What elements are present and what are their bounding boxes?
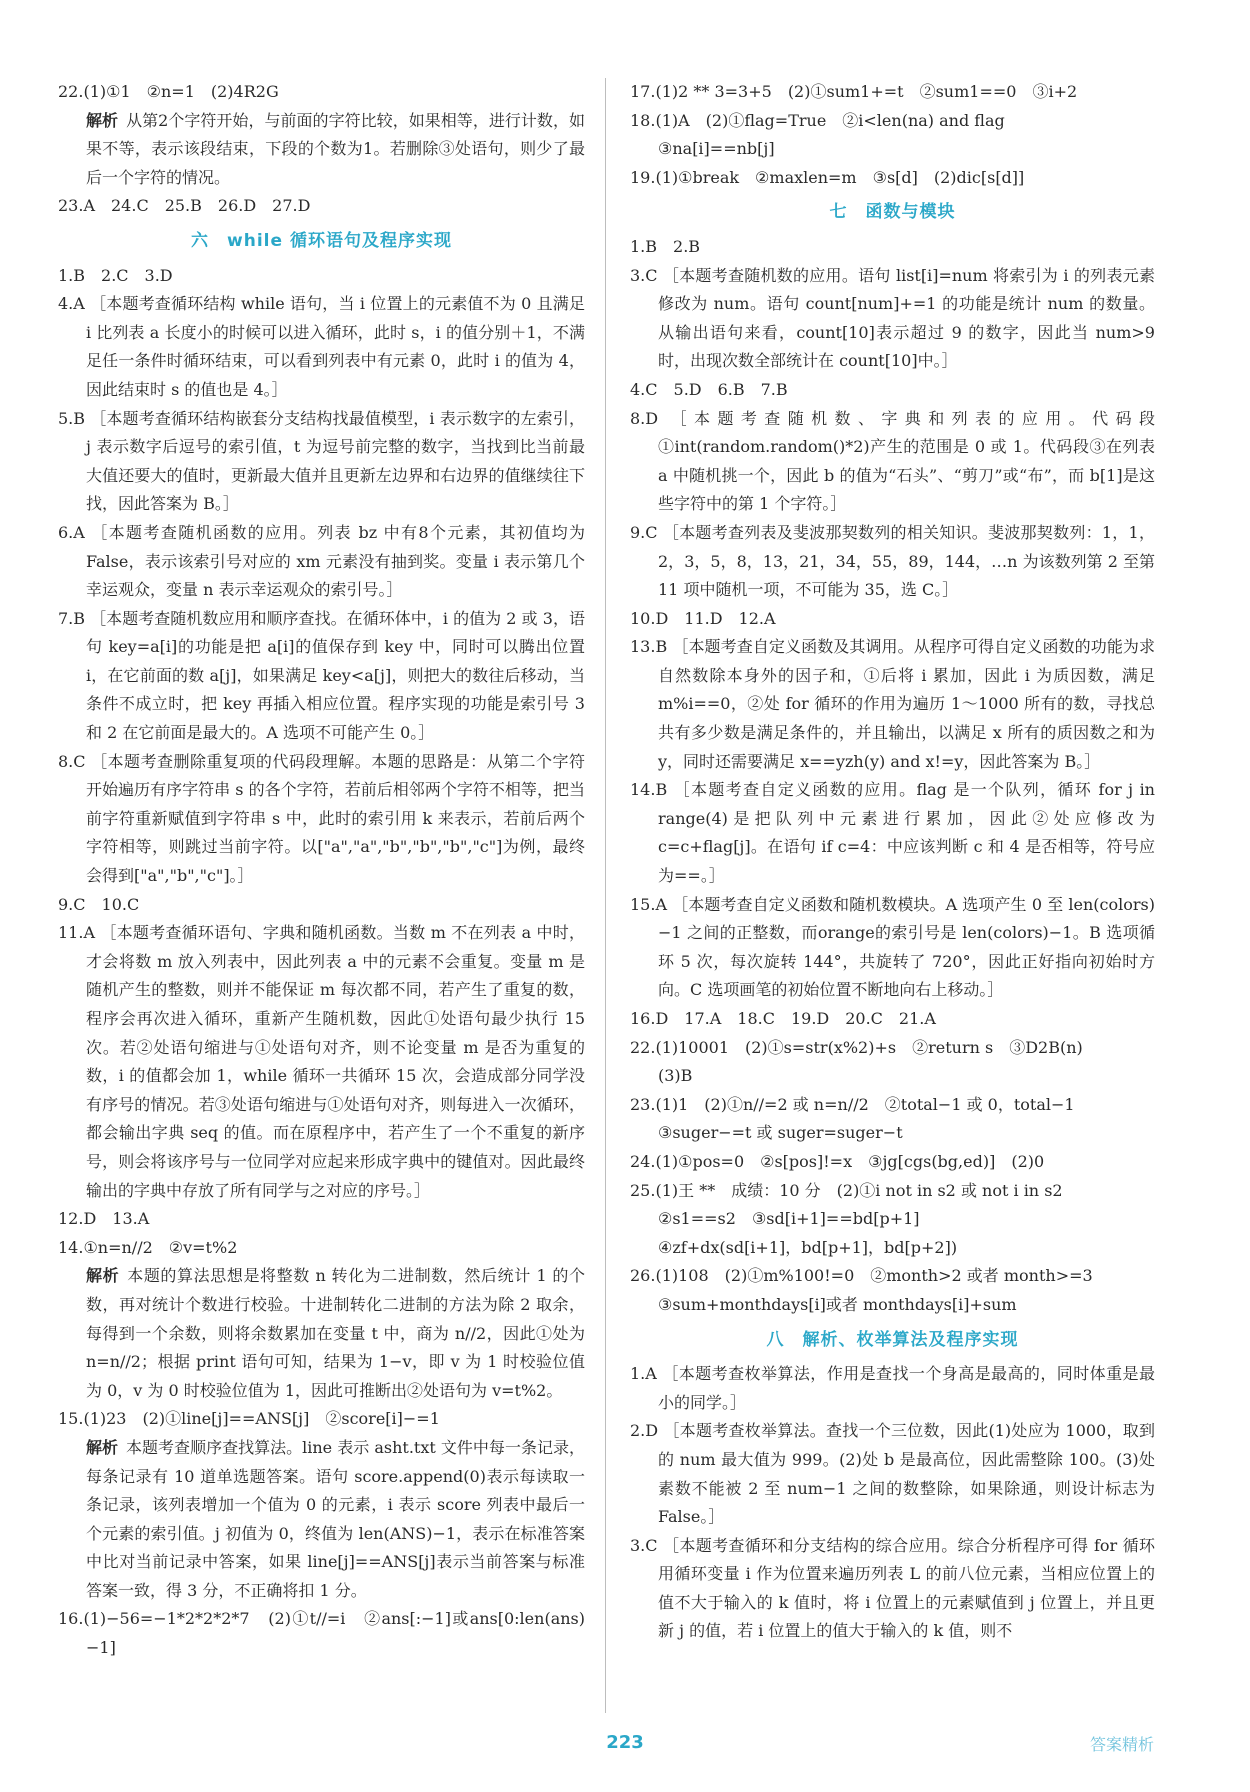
s6-analysis-15	[58, 1434, 585, 1606]
s6-answer-16: 16.(1)−56=−1*2*2*2*7 (2)①t//=i ②ans[:−1]或ans[0:len(ans)−1]	[58, 1609, 585, 1658]
s6-answer-19: 19.(1)①break ②maxlen=m ③s[d] (2)dic[s[d]]	[630, 167, 1025, 187]
answer-22: 22.(1)①1 ②n=1 (2)4R2G	[58, 82, 279, 101]
s6-answer-15: 15.(1)23 (2)①line[j]==ANS[j] ②score[i]−=1	[58, 1409, 440, 1429]
s6-answer-5: 5.B ［本题考查循环结构嵌套分支结构找最值模型，i 表示数字的左索引，j 表示数字后逗号的索引值，t 为逗号前完整的数字，当找到比当前最大值还要大的值时，更新最大值并且更新左边界和右边界的值继续往下找，因此答案为 B。］	[58, 408, 585, 514]
analysis-text: 本题考查顺序查找算法。line 表示 asht.txt 文件中每一条记录，每条记录有 10 道单选题答案。语句 score.append(0)表示每读取一条记录，该列表增加一个值为 0 的元素，i 表示 score 列表中最后一个元素的索引值。j 初值为 0，终值为 len(ANS)−1，表示在标准答案中比对当前记录中答案，如果 line[j]==ANS[j]表示当前答案与标准答案一致，得 3 分，不正确将扣 1 分。	[86, 1437, 585, 1600]
s7-answer-14: 14.B ［本题考查自定义函数的应用。flag 是一个队列，循环 for j in range(4)是把队列中元素进行累加，因此②处应修改为 c=c+flag[j]。在语句 if c=4：中应该判断 c 和 4 是否相等，符号应为==。］	[630, 780, 1155, 886]
s7-answer-25c: ④zf+dx(sd[i+1]，bd[p+1]，bd[p+2])	[658, 1237, 958, 1257]
s6-answer-8: 8.C ［本题考查删除重复项的代码段理解。本题的思路是：从第二个字符开始遍历有序字符串 s 的各个字符，若前后相邻两个字符不相等，把当前字符重新赋值到字符串 s 中，此时的索引用 k 来表示，若前后两个字符相等，则跳过当前字符。以["a","a","b","b","b","c"]为例，最终会得到["a","b","c"]。］	[58, 751, 585, 886]
section-heading-6: 六 while 循环语句及程序实现	[191, 230, 452, 251]
analysis-text: 本题的算法思想是将整数 n 转化为二进制数，然后统计 1 的个数，再对统计个数进行校验。十进制转化二进制的方法为除 2 取余，每得到一个余数，则将余数累加在变量 t 中，商为 n//2，因此①处为 n=n//2；根据 print 语句可知，结果为 1−v，即 v 为 1 时校验位值为 0，v 为 0 时校验位值为 1，因此可推断出②处语句为 v=t%2。	[86, 1266, 585, 1400]
column-divider	[605, 78, 606, 1713]
s7-answer-22b: (3)B	[658, 1066, 693, 1086]
analysis-label: 解析	[86, 110, 119, 130]
s6-answer-18a: 18.(1)A (2)①flag=True ②i<len(na) and flag	[630, 110, 1005, 130]
footer-label: 答案精析	[1089, 1735, 1154, 1754]
s8-answer-3: 3.C ［本题考查循环和分支结构的综合应用。综合分析程序可得 for 循环用循环变量 i 作为位置来遍历列表 L 的前八位元素，当相应位置上的值不大于输入的 k 值时，将 i 位置上的元素赋值到 j 位置上，并且更新 j 的值，若 i 位置上的值大于输入的 k 值，则不	[630, 1535, 1155, 1641]
s7-answer-25a: 25.(1)王 ** 成绩：10 分 (2)①i not in s2 或 not i in s2	[630, 1180, 1063, 1200]
s7-answer-25b: ②s1==s2 ③sd[i+1]==bd[p+1]	[658, 1209, 920, 1229]
s7-answer-9: 9.C ［本题考查列表及斐波那契数列的相关知识。斐波那契数列：1，1，2，3，5，8，13，21，34，55，89，144，…n 为该数列第 2 至第 11 项中随机一项，不可能为 35，选 C。］	[630, 522, 1155, 600]
s7-answer-26a: 26.(1)108 (2)①m%100!=0 ②month>2 或者 month>=3	[630, 1266, 1093, 1286]
s7-answer-1-2: 1.B 2.B	[630, 236, 701, 256]
s7-answer-13: 13.B ［本题考查自定义函数及其调用。从程序可得自定义函数的功能为求自然数除本身外的因子和，①后将 i 累加，因此 i 为质因数，满足 m%i==0，②处 for 循环的作用为遍历 1～1000 所有的数，寻找总共有多少数是满足条件的，并且输出，以满足 x 所有的质因数之和为 y，同时还需要满足 x==yzh(y) and x!=y，因此答案为 B。］	[630, 637, 1155, 771]
left-column	[58, 78, 585, 1663]
page-number: 223	[606, 1732, 644, 1753]
s6-answer-6: 6.A ［本题考查随机函数的应用。列表 bz 中有8个元素，其初值均为 False，表示该索引号对应的 xm 元素没有抽到奖。变量 i 表示第几个幸运观众，变量 n 表示幸运观众的索引号。］	[58, 522, 585, 600]
s8-answer-1: 1.A ［本题考查枚举算法，作用是查找一个身高是最高的，同时体重是最小的同学。］	[630, 1364, 1155, 1412]
s7-answer-23b: ③suger−=t 或 suger=suger−t	[658, 1123, 903, 1143]
s6-answer-17: 17.(1)2 ** 3=3+5 (2)①sum1+=t ②sum1==0 ③i+2	[630, 82, 1078, 101]
s7-answer-22a: 22.(1)10001 (2)①s=str(x%2)+s ②return s ③D2B(n)	[630, 1037, 1083, 1057]
s6-answer-9-10: 9.C 10.C	[58, 894, 140, 914]
right-column	[630, 78, 1155, 1646]
s6-analysis-14	[58, 1262, 585, 1405]
s6-answer-18b: ③na[i]==nb[j]	[658, 139, 775, 159]
section-heading-7: 七 函数与模块	[829, 202, 956, 223]
s6-answer-11: 11.A ［本题考查循环语句、字典和随机函数。当数 m 不在列表 a 中时，才会将数 m 放入列表中，因此列表 a 中的元素不会重复。变量 m 是随机产生的整数，则并不能保证 m 每次都不同，若产生了重复的数，程序会再次进入循环，重新产生随机数，因此①处语句最少执行 15 次。若②处语句缩进与①处语句对齐，则不论变量 m 是否为重复的数，i 的值都会加 1，while 循环一共循环 15 次，会造成部分同学没有序号的情况。若③处语句缩进与①处语句对齐，则每进入一次循环，都会输出字典 seq 的值。而在原程序中，若产生了一个不重复的新序号，则会将该序号与一位同学对应起来形成字典中的键值对。因此最终输出的字典中存放了所有同学与之对应的序号。］	[58, 923, 585, 1200]
analysis-22	[58, 107, 585, 193]
analysis-text: 从第2个字符开始，与前面的字符比较，如果相等，进行计数，如果不等，表示该段结束，下段的个数为1。若删除③处语句，则少了最后一个字符的情况。	[86, 110, 585, 187]
s7-answer-26b: ③sum+monthdays[i]或者 monthdays[i]+sum	[658, 1294, 1017, 1314]
s7-answer-4-7: 4.C 5.D 6.B 7.B	[630, 379, 788, 399]
s6-answer-4: 4.A ［本题考查循环结构 while 语句，当 i 位置上的元素值不为 0 且满足 i 比列表 a 长度小的时候可以进入循环，此时 s，i 的值分别＋1，不满足任一条件时循环结束，可以看到列表中有元素 0，此时 i 的值为 4，因此结束时 s 的值也是 4。］	[58, 294, 585, 399]
answer-23-27: 23.A 24.C 25.B 26.D 27.D	[58, 196, 311, 216]
s7-answer-24: 24.(1)①pos=0 ②s[pos]!=x ③jg[cgs(bg,ed)] (2)0	[630, 1151, 1045, 1171]
s7-answer-8: 8.D ［本题考查随机数、字典和列表的应用。代码段①int(random.random()*2)产生的范围是 0 或 1。代码段③在列表 a 中随机挑一个，因此 b 的值为“石头”、“剪刀”或“布”，而 b[1]是这些字符中的第 1 个字符。］	[630, 408, 1155, 514]
s6-answer-1-3: 1.B 2.C 3.D	[58, 265, 173, 285]
analysis-label: 解析	[86, 1266, 120, 1286]
s6-answer-14: 14.①n=n//2 ②v=t%2	[58, 1237, 238, 1257]
s8-answer-2: 2.D ［本题考查枚举算法。查找一个三位数，因此(1)处应为 1000，取到的 num 最大值为 999。(2)处 b 是最高位，因此需整除 100。(3)处素数不能被 2 至 num−1 之间的数整除，如果除通，则设计标志为 False。］	[630, 1421, 1155, 1527]
s7-answer-23a: 23.(1)1 (2)①n//=2 或 n=n//2 ②total−1 或 0，total−1	[630, 1094, 1075, 1114]
section-heading-8: 八 解析、枚举算法及程序实现	[766, 1329, 1019, 1350]
s7-answer-3: 3.C ［本题考查随机数的应用。语句 list[i]=num 将索引为 i 的列表元素修改为 num。语句 count[num]+=1 的功能是统计 num 的数量。从输出语句来看，count[10]表示超过 9 的数字，因此当 num>9 时，出现次数全部统计在 count[10]中。］	[630, 265, 1155, 371]
s7-answer-15: 15.A ［本题考查自定义函数和随机数模块。A 选项产生 0 至 len(colors)−1 之间的正整数，而orange的索引号是 len(colors)−1。B 选项循环 5 次，每次旋转 144°，共旋转了 720°，因此正好指向初始时方向。C 选项画笔的初始位置不断地向右上移动。］	[630, 894, 1155, 1000]
s7-answer-16-21: 16.D 17.A 18.C 19.D 20.C 21.A	[630, 1009, 936, 1028]
s6-answer-12-13: 12.D 13.A	[58, 1209, 150, 1229]
analysis-label: 解析	[86, 1437, 119, 1457]
s6-answer-7: 7.B ［本题考查随机数应用和顺序查找。在循环体中，i 的值为 2 或 3，语句 key=a[i]的功能是把 a[i]的值保存到 key 中，同时可以腾出位置 i，在它前面的数 a[j]，如果满足 key<a[j]，则把大的数往后移动，当条件不成立时，把 key 再插入相应位置。程序实现的功能是索引号 3 和 2 在它前面是最大的。A 选项不可能产生 0。］	[58, 608, 585, 743]
s7-answer-10-12: 10.D 11.D 12.A	[630, 608, 776, 628]
